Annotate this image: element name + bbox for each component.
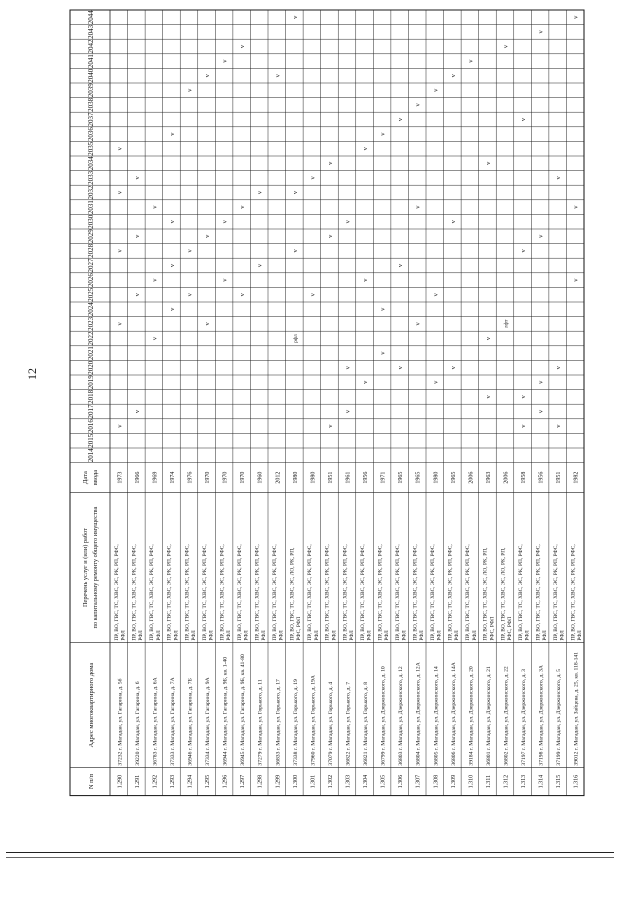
row-services-cont: РФС, РФЛ [489, 616, 496, 641]
row-number: 1.301 [310, 774, 317, 789]
year-header: 2019 [87, 375, 95, 390]
year-mark: v [186, 293, 194, 297]
row-services-cont: РФЛ [348, 630, 355, 641]
row-commission-year: 1951 [556, 471, 563, 484]
year-mark: v [239, 205, 247, 209]
year-mark: v [151, 278, 159, 282]
row-services-cont: РФЛ [384, 630, 391, 641]
row-address: 37279 г. Магадан, ул. Горького, д. 11 [257, 679, 264, 766]
row-commission-year: 1980 [292, 471, 299, 484]
row-services-cont: РФЛ [173, 630, 180, 641]
year-mark: v [555, 176, 563, 180]
row-services: ПР, ВО, ГВС, ТС, ХВС, ЭС, РК, РП, РФС, [219, 544, 226, 641]
year-mark: v [572, 278, 580, 282]
table-row [342, 219, 355, 788]
row-commission-year: 1956 [363, 471, 370, 484]
year-header: 2025 [87, 287, 95, 302]
row-services: ПР, ВО, ГВС, ТС, ХВС, ЭС, РК, РП, РФС, [131, 544, 138, 641]
row-address: 36801 г. Магадан, ул. Дзержинского, д. 21 [485, 666, 492, 766]
row-services-cont: РФЛ [524, 630, 531, 641]
year-mark: v [133, 176, 141, 180]
year-mark: лфт [503, 319, 510, 329]
year-header: 2036 [87, 127, 95, 142]
year-mark: v [309, 176, 317, 180]
year-mark: v [537, 409, 545, 414]
row-number: 1.292 [152, 774, 159, 789]
row-number: 1.291 [134, 774, 141, 789]
row-address: 39012 г. Магадан, ул. Зайцева, д. 25, кв. 118-141 [573, 652, 580, 766]
year-mark: v [168, 132, 176, 136]
row-commission-year: 1963 [485, 471, 492, 484]
year-mark: v [502, 44, 510, 49]
year-header: 2020 [87, 360, 95, 375]
year-mark: v [116, 249, 124, 253]
year-mark: v [397, 366, 405, 370]
row-commission-year: 1960 [257, 471, 264, 484]
table-row [114, 146, 127, 788]
year-mark: v [520, 395, 528, 399]
row-address: 36833 г. Магадан, ул. Горького, д. 17 [275, 679, 282, 766]
row-services-cont: РФЛ [454, 630, 461, 641]
row-services: ПР, ВО, ГВС, ТС, ХВС, ЭС, РК, РП, РФС, [377, 544, 384, 641]
table-row [448, 73, 461, 788]
deadline-header-2: ввода [92, 469, 99, 486]
year-mark: v [309, 293, 317, 297]
row-address: 36783 г. Магадан, ул. Гагарина, д. 6А [152, 677, 159, 766]
row-number: 1.308 [433, 774, 440, 789]
row-number: 1.297 [240, 774, 247, 789]
row-number: 1.314 [538, 774, 545, 789]
year-header: 2040 [87, 68, 95, 83]
row-services: ПР, ВО, ГВС, ТС, ХВС, ЭС, ЛО, РК, РП, [500, 547, 507, 641]
row-services-cont: РФЛ [138, 630, 145, 641]
row-services: ПР, ВО, ГВС, ТС, ХВС, ЭС, РК, РП, РФС, [254, 544, 261, 641]
year-mark: v [116, 322, 124, 326]
row-services: ПР, ВО, ГВС, ТС, ХВС, ЭС, РК, РП, РФС, [394, 544, 401, 641]
year-mark: v [432, 88, 440, 92]
row-services: ПР, ВО, ГВС, ТС, ХВС, ЭС, ЛО, РК, РП, [482, 547, 489, 641]
row-services-cont: РФЛ [243, 630, 250, 641]
row-services-cont: РФЛ [471, 630, 478, 641]
row-address: 36804 г. Магадан, ул. Дзержинского, д. 12А [415, 662, 422, 766]
year-header: 2038 [87, 97, 95, 112]
services-header: Перечень услуг и (или) работ [82, 528, 89, 608]
year-mark: v [221, 278, 229, 282]
row-address: 37333 г. Магадан, ул. Гагарина, д. 7А [169, 677, 176, 766]
row-services-cont: РФЛ [313, 630, 320, 641]
row-commission-year: 1970 [240, 471, 247, 484]
year-mark: v [186, 88, 194, 92]
table-row [325, 161, 338, 788]
row-services: ПР, ВО, ГВС, ТС, ХВС, ЭС, РК, РП, РФС, [517, 544, 524, 641]
row-commission-year: 1980 [433, 471, 440, 484]
row-services: ПР, ВО, ГВС, ТС, ХВС, ЭС, РК, РП, РФС, [272, 544, 279, 641]
year-mark: v [449, 74, 457, 78]
year-header: 2028 [87, 243, 95, 258]
row-number: 1.299 [275, 774, 282, 789]
row-commission-year: 1982 [573, 471, 580, 484]
row-commission-year: 1956 [538, 471, 545, 484]
year-header: 2033 [87, 170, 95, 185]
year-mark: v [397, 263, 405, 268]
year-header: 2016 [87, 419, 95, 434]
year-header: 2044 [87, 10, 95, 25]
table-row [535, 30, 548, 789]
year-mark: v [379, 132, 387, 136]
year-mark: v [362, 380, 370, 384]
year-mark: v [555, 366, 563, 370]
row-address: 37334 г. Магадан, ул. Гагарина, д. 9А [205, 677, 212, 766]
row-services: ПР, ВО, ГВС, ТС, ХВС, ЭС, РК, РП, РФС, [552, 544, 559, 641]
row-commission-year: 1965 [415, 471, 422, 484]
row-address: 36821 г. Магадан, ул. Горького, д. 8 [363, 681, 370, 766]
year-mark: v [133, 293, 141, 297]
table-row [430, 88, 443, 788]
year-mark: v [414, 322, 422, 326]
table-row [360, 146, 373, 788]
year-mark: v [520, 424, 528, 428]
row-services-cont: РФЛ [542, 630, 549, 641]
year-header: 2021 [87, 346, 95, 361]
row-address: 37232 г. Магадан, ул. Гагарина, д. 5б [117, 678, 124, 766]
year-header: 2022 [87, 331, 95, 346]
row-number: 1.298 [257, 774, 264, 789]
deadline-header: Дата [82, 471, 89, 485]
row-number: 1.313 [521, 774, 528, 789]
row-number: 1.316 [573, 774, 580, 789]
table-row [413, 103, 426, 789]
row-services: ПР, ВО, ГВС, ТС, ХВС, ЭС, РК, РП, РФС, [307, 544, 314, 641]
row-commission-year: 1980 [310, 471, 317, 484]
year-mark: v [432, 293, 440, 297]
row-services: ПР, ВО, ГВС, ТС, ХВС, ЭС, ЛО, РК, РП, [289, 547, 296, 641]
year-mark: v [168, 220, 176, 224]
year-mark: v [239, 293, 247, 297]
year-mark: v [326, 424, 334, 428]
row-address: 36799 г. Магадан, ул. Дзержинского, д. 10 [380, 666, 387, 766]
year-mark: v [572, 15, 580, 19]
year-header: 2041 [87, 54, 95, 69]
year-header: 2029 [87, 229, 95, 244]
row-commission-year: 2006 [503, 471, 510, 484]
table-row [255, 190, 268, 788]
year-mark: v [291, 15, 299, 19]
row-services: ПР, ВО, ГВС, ТС, ХВС, ЭС, РК, РП, РФС, [412, 544, 419, 641]
year-mark: v [221, 220, 229, 224]
year-mark: v [362, 278, 370, 282]
row-number: 1.306 [398, 774, 405, 789]
year-mark: v [204, 74, 212, 78]
row-services-cont: РФЛ [577, 630, 584, 641]
year-mark: v [379, 351, 387, 355]
row-commission-year: 1970 [222, 471, 229, 484]
year-mark: v [204, 322, 212, 326]
row-address: 37199 г. Магадан, ул. Дзержинского, д. 5 [556, 669, 563, 766]
year-mark: v [484, 336, 492, 341]
year-mark: v [151, 205, 159, 209]
year-mark: v [572, 205, 580, 209]
year-mark: v [168, 307, 176, 311]
year-header: 2032 [87, 185, 95, 200]
row-services: ПР, ВО, ГВС, ТС, ХВС, ЭС, РК, РП, РФС, [430, 544, 437, 641]
row-commission-year: 1973 [117, 471, 124, 484]
year-mark: v [186, 249, 194, 253]
table-row [272, 73, 285, 788]
row-number: 1.305 [380, 774, 387, 789]
year-mark: v [239, 44, 247, 49]
year-mark: v [520, 249, 528, 253]
row-number: 1.303 [345, 774, 352, 789]
row-number: 1.311 [485, 774, 492, 789]
year-header: 2024 [87, 302, 95, 317]
row-services: ПР, ВО, ГВС, ТС, ХВС, ЭС, РК, РП, РФС, [324, 544, 331, 641]
year-mark: v [116, 424, 124, 428]
row-commission-year: 1965 [398, 471, 405, 484]
year-mark: v [449, 366, 457, 370]
year-mark: v [116, 147, 124, 151]
row-services-cont: РФЛ [120, 630, 127, 641]
table-row [395, 117, 408, 788]
row-address: 37198 г. Магадан, ул. Дзержинского, д. 3А [538, 665, 545, 766]
num-header: N п/п [88, 774, 95, 790]
row-services: ПР, ВО, ГВС, ТС, ХВС, ЭС, РК, РП, РФС, [149, 544, 156, 641]
row-number: 1.290 [117, 774, 124, 789]
row-commission-year: 1958 [521, 471, 528, 484]
row-services: ПР, ВО, ГВС, ТС, ХВС, ЭС, РК, РП, РФС, [570, 544, 577, 641]
year-mark: v [256, 190, 264, 195]
row-address: 37079 г. Магадан, ул. Горького, д. 4 [327, 681, 334, 766]
row-address: 37338 г. Магадан, ул. Горького, д. 19 [292, 679, 299, 766]
row-address: 36802 г. Магадан, ул. Дзержинского, д. 22 [503, 666, 510, 766]
row-commission-year: 1961 [345, 471, 352, 484]
table-row [290, 15, 303, 788]
table-row [149, 205, 162, 789]
row-address: 36806 г. Магадан, ул. Дзержинского, д. 14А [450, 662, 457, 766]
row-number: 1.295 [205, 774, 212, 789]
year-mark: v [449, 220, 457, 224]
row-services: ПР, ВО, ГВС, ТС, ХВС, ЭС, РК, РП, РФС, [359, 544, 366, 641]
row-services: ПР, ВО, ГВС, ТС, ХВС, ЭС, РК, РП, РФС, [342, 544, 349, 641]
row-services: ПР, ВО, ГВС, ТС, ХВС, ЭС, РК, РП, РФС, [465, 544, 472, 641]
address-header: Адрес многоквартирного дома [88, 662, 95, 748]
table-row [571, 15, 584, 788]
row-services-cont: РФС, РФЛ [296, 616, 303, 641]
table-row [202, 73, 215, 788]
row-services-cont: РФЛ [208, 630, 215, 641]
year-mark: v [133, 234, 141, 238]
table-row [518, 117, 531, 788]
year-header: 2042 [87, 39, 95, 54]
row-services-cont: РФЛ [261, 630, 268, 641]
row-commission-year: 1951 [327, 471, 334, 484]
table-row [553, 176, 566, 789]
year-header: 2027 [87, 258, 95, 273]
row-services: ПР, ВО, ГВС, ТС, ХВС, ЭС, РК, РП, РФС, [114, 544, 121, 641]
row-services: ПР, ВО, ГВС, ТС, ХВС, ЭС, РК, РП, РФС, [201, 544, 208, 641]
row-number: 1.294 [187, 774, 194, 789]
year-mark: v [133, 409, 141, 414]
year-mark: v [256, 263, 264, 268]
row-commission-year: 1966 [134, 471, 141, 484]
bottom-rule [6, 852, 614, 853]
table-row [219, 59, 232, 789]
year-mark: v [397, 117, 405, 122]
year-mark: v [520, 117, 528, 122]
year-header: 2017 [87, 404, 95, 419]
year-header: 2043 [87, 24, 95, 39]
row-number: 1.315 [556, 774, 563, 789]
year-header: 2034 [87, 156, 95, 171]
year-header: 2039 [87, 83, 95, 98]
row-commission-year: 1969 [152, 471, 159, 484]
row-number: 1.312 [503, 774, 510, 789]
row-services-cont: РФЛ [331, 630, 338, 641]
year-mark: v [537, 234, 545, 238]
year-mark: v [151, 336, 159, 341]
row-number: 1.310 [468, 774, 475, 789]
year-mark: v [204, 234, 212, 238]
table-body [70, 10, 584, 796]
year-mark: рфл [292, 334, 299, 343]
row-commission-year: 1965 [450, 471, 457, 484]
year-mark: v [291, 249, 299, 253]
table-row [483, 161, 496, 788]
row-services-cont: РФЛ [419, 630, 426, 641]
row-services: ПР, ВО, ГВС, ТС, ХВС, ЭС, РК, РП, РФС, [166, 544, 173, 641]
row-commission-year: 1970 [205, 471, 212, 484]
row-services-cont: РФЛ [401, 630, 408, 641]
year-mark: v [116, 190, 124, 195]
year-mark: v [326, 234, 334, 238]
row-address: 36946 г. Магадан, ул. Гагарина, д. 7Б [187, 678, 194, 766]
row-services: ПР, ВО, ГВС, ТС, ХВС, ЭС, РК, РП, РФС, [535, 544, 542, 641]
table-row [132, 176, 145, 789]
year-header: 2037 [87, 112, 95, 127]
row-address: 37197 г. Магадан, ул. Дзержинского, д. 3 [521, 669, 528, 766]
row-services-cont: РФЛ [559, 630, 566, 641]
row-address: 39220 г. Магадан, ул. Гагарина, д. 6 [134, 681, 141, 766]
table-row [307, 176, 320, 789]
year-header: 2023 [87, 316, 95, 331]
row-commission-year: 1976 [187, 471, 194, 484]
row-services: ПР, ВО, ГВС, ТС, ХВС, ЭС, РК, РП, РФС, [184, 544, 191, 641]
row-number: 1.302 [327, 774, 334, 789]
year-header: 2031 [87, 200, 95, 215]
year-mark: v [379, 307, 387, 311]
row-services-cont: РФЛ [366, 630, 373, 641]
year-mark: v [537, 30, 545, 34]
row-address: 36945 г. Магадан, ул. Гагарина, д. 9Б, кв. 41-80 [240, 654, 247, 766]
row-services-cont: РФЛ [278, 630, 285, 641]
year-mark: v [414, 103, 422, 107]
row-number: 1.300 [292, 774, 299, 789]
table-row [184, 88, 197, 788]
row-address: 36805 г. Магадан, ул. Дзержинского, д. 14 [433, 666, 440, 766]
year-mark: v [344, 220, 352, 224]
year-mark: v [484, 395, 492, 399]
row-address: 36944 г. Магадан, ул. Гагарина, д. 9Б, кв. 1-40 [222, 656, 229, 766]
year-mark: v [221, 59, 229, 63]
year-header: 2015 [87, 433, 95, 448]
row-number: 1.293 [169, 774, 176, 789]
year-mark: v [555, 424, 563, 428]
year-header: 2035 [87, 141, 95, 156]
row-address: 36803 г. Магадан, ул. Дзержинского, д. 12 [398, 666, 405, 766]
year-mark: v [344, 409, 352, 414]
services-header-2: по капитальному ремонту общего имущества [92, 506, 99, 629]
row-services-cont: РФЛ [226, 630, 233, 641]
row-commission-year: 2006 [468, 471, 475, 484]
row-services: ПР, ВО, ГВС, ТС, ХВС, ЭС, РК, РП, РФС, [236, 544, 243, 641]
table-row [465, 59, 478, 789]
year-mark: v [467, 59, 475, 63]
year-header: 2018 [87, 389, 95, 404]
row-number: 1.304 [363, 774, 370, 789]
year-mark: v [484, 161, 492, 165]
table-row [377, 132, 390, 789]
row-commission-year: 1974 [169, 471, 176, 484]
year-mark: v [291, 190, 299, 195]
year-header: 2026 [87, 273, 95, 288]
row-number: 1.309 [450, 774, 457, 789]
row-address: 36822 г. Магадан, ул. Горького, д. 7 [345, 681, 352, 766]
row-services-cont: РФЛ [436, 630, 443, 641]
row-commission-year: 2012 [275, 471, 282, 484]
table-row [167, 132, 180, 789]
row-services-cont: РФС, РФЛ [506, 616, 513, 641]
year-mark: v [537, 380, 545, 384]
year-mark: v [274, 74, 282, 78]
year-mark: v [168, 263, 176, 268]
year-header: 2014 [87, 448, 95, 463]
year-mark: v [326, 161, 334, 165]
year-mark: v [362, 147, 370, 151]
bottom-rule-thin [6, 857, 614, 858]
row-services-cont: РФЛ [190, 630, 197, 641]
row-services: ПР, ВО, ГВС, ТС, ХВС, ЭС, РК, РП, РФС, [447, 544, 454, 641]
page-number: 12 [25, 368, 39, 380]
row-commission-year: 1971 [380, 471, 387, 484]
year-mark: v [344, 366, 352, 370]
row-address: 37960 г. Магадан, ул. Горького, д. 19А [310, 675, 317, 766]
row-address: 39184 г. Магадан, ул. Дзержинского, д. 20 [468, 666, 475, 766]
year-mark: v [414, 205, 422, 209]
year-mark: v [432, 380, 440, 384]
row-number: 1.307 [415, 774, 422, 789]
year-header: 2030 [87, 214, 95, 229]
row-services-cont: РФЛ [155, 630, 162, 641]
row-number: 1.296 [222, 774, 229, 789]
